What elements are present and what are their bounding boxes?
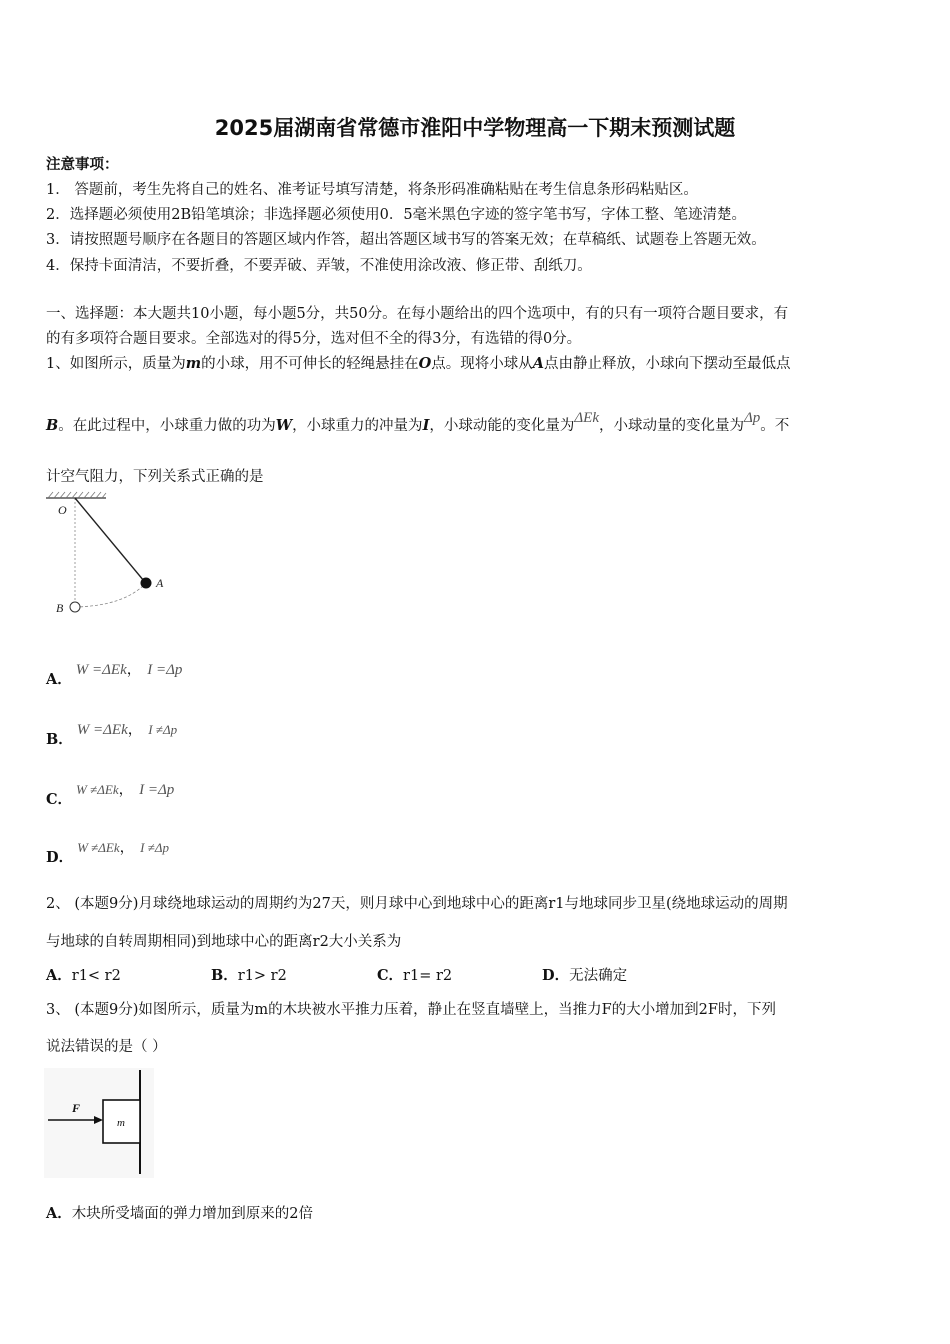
q1-option-a[interactable]: A．W =ΔEk， I =Δp (46, 662, 183, 688)
notice-heading: 注意事项： (46, 156, 119, 173)
q1-line-1 (46, 352, 790, 373)
option-label: A． (46, 1205, 72, 1222)
q1-var-i: I (422, 417, 430, 434)
label-f: F (72, 1101, 81, 1115)
option-expr: W =ΔEk (75, 662, 127, 678)
q1-line-2 (46, 410, 790, 435)
q1-var-m: m (185, 355, 202, 372)
label-a: A (156, 576, 164, 590)
q2-line-1: 2、 (本题9分)月球绕地球运动的周期约为27天，则月球中心到地球中心的距离r1与地球同步卫星(绕地球运动的周期 (46, 896, 788, 912)
label-b: B (56, 601, 64, 615)
q1-text: 。不 (760, 418, 790, 434)
q1-line-3: 计空气阻力，下列关系式正确的是 (46, 469, 264, 485)
option-label: C． (377, 967, 404, 984)
label-o: O (58, 503, 67, 517)
q1-var-a: A (532, 355, 544, 372)
q1-option-b[interactable]: B．W =ΔEk， I ≠Δp (46, 722, 178, 748)
option-text: 无法确定 (569, 968, 628, 984)
option-text: r1< r2 (71, 968, 121, 984)
q1-option-c[interactable]: C．W ≠ΔEk， I =Δp (46, 782, 175, 808)
q3-line-1: 3、 (本题9分)如图所示，质量为m的木块被水平推力压着，静止在竖直墙壁上，当推力F的大小增加到2F时，下列 (46, 1002, 776, 1018)
q1-var-w: W (275, 417, 293, 434)
q2-option-b[interactable] (211, 964, 287, 985)
option-label: D． (542, 967, 570, 984)
ball-b (70, 602, 80, 612)
option-expr: W ≠ΔEk (76, 782, 119, 797)
page-title: 2025届湖南省常德市淮阳中学物理高一下期末预测试题 (214, 116, 736, 140)
q1-delta-p: Δp (743, 410, 761, 426)
notice-item-3: 3．请按照题号顺序在各题目的答题区域内作答，超出答题区域书写的答案无效；在草稿纸、试题卷上答题无效。 (46, 232, 766, 248)
q2-option-d[interactable] (542, 964, 627, 985)
option-expr: I ≠Δp (140, 840, 169, 855)
option-expr: I ≠Δp (148, 722, 178, 737)
q2-option-c[interactable] (377, 964, 452, 985)
option-label: C． (46, 791, 73, 808)
q2-line-2: 与地球的自转周期相同)到地球中心的距离r2大小关系为 (46, 934, 402, 950)
q3-option-a[interactable] (46, 1202, 313, 1223)
option-text: 木块所受墙面的弹力增加到原来的2倍 (71, 1206, 313, 1222)
q1-text: 点。现将小球从 (431, 356, 533, 372)
option-text: r1> r2 (237, 968, 287, 984)
option-expr: I =Δp (147, 662, 183, 678)
q3-line-2: 说法错误的是（ ） (46, 1039, 167, 1055)
option-label: B． (46, 731, 73, 748)
q2-option-a[interactable] (46, 964, 121, 985)
notice-item-1: 1． 答题前，考生先将自己的姓名、准考证号填写清楚，将条形码准确粘贴在考生信息条形码粘贴区。 (46, 182, 698, 198)
option-label: D． (46, 849, 74, 866)
q1-text: ，小球动量的变化量为 (598, 418, 744, 434)
option-expr: W =ΔEk (76, 722, 128, 738)
label-m: m (117, 1117, 125, 1129)
q1-delta-ek: ΔEk (574, 410, 599, 426)
option-label: A． (46, 671, 72, 688)
option-text: r1= r2 (403, 968, 453, 984)
q1-option-d[interactable]: D．W ≠ΔEk， I ≠Δp (46, 840, 169, 866)
q1-var-o: O (418, 355, 432, 372)
q1-text: 1、如图所示，质量为 (46, 356, 186, 372)
q1-text: ，小球重力的冲量为 (292, 418, 423, 434)
option-label: A． (46, 967, 72, 984)
pendulum-figure (44, 490, 174, 615)
option-label: B． (211, 967, 238, 984)
q1-text: ，小球动能的变化量为 (429, 418, 575, 434)
option-expr: W ≠ΔEk (77, 840, 120, 855)
option-expr: I =Δp (139, 782, 175, 798)
q1-text: 点由静止释放，小球向下摆动至最低点 (543, 356, 791, 372)
q1-var-b: B (46, 417, 59, 434)
q1-text: 。在此过程中，小球重力做的功为 (58, 418, 276, 434)
notice-item-4: 4．保持卡面清洁，不要折叠，不要弄破、弄皱，不准使用涂改液、修正带、刮纸刀。 (46, 258, 592, 274)
q1-text: 的小球，用不可伸长的轻绳悬挂在 (201, 356, 419, 372)
notice-item-2: 2．选择题必须使用2B铅笔填涂；非选择题必须使用0．5毫米黑色字迹的签字笔书写，字体工整、笔迹清楚。 (46, 207, 747, 223)
ball-a (141, 578, 152, 589)
section-intro-line-2: 的有多项符合题目要求。全部选对的得5分，选对但不全的得3分，有选错的得0分。 (46, 331, 582, 347)
block-wall-figure (44, 1068, 154, 1178)
section-intro-line-1: 一、选择题：本大题共10小题，每小题5分，共50分。在每小题给出的四个选项中，有的只有一项符合题目要求，有 (46, 306, 789, 322)
